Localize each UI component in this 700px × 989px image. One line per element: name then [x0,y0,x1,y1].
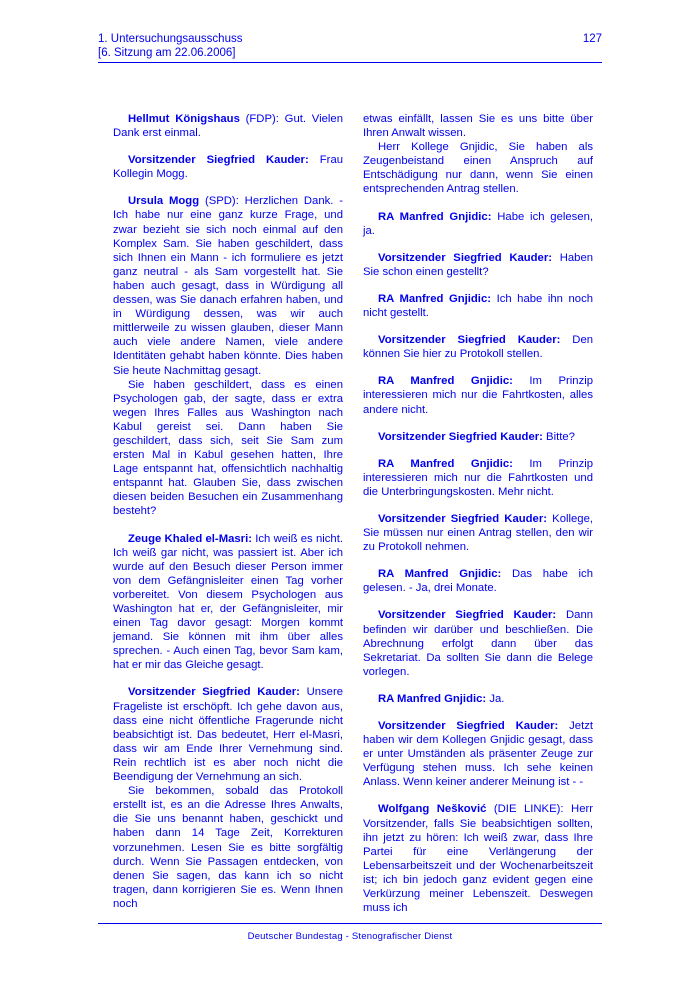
page-number: 127 [582,33,602,45]
speaker-name: Vorsitzender Siegfried Kauder: [378,512,547,525]
paragraph-text: Haben Sie schon einen gestellt? [363,251,594,278]
speaker-party: (FDP): [239,113,285,125]
committee-name: 1. Untersuchungsausschuss [98,33,243,45]
speaker-name: Vorsitzender Siegfried Kauder: [128,686,300,699]
paragraph [363,374,593,416]
speaker-name: Vorsitzender Siegfried Kauder: [378,251,553,264]
speaker-party [556,609,566,621]
speaker-name: Vorsitzender Siegfried Kauder: [378,430,543,443]
paragraph-text: Gut. Vielen Dank erst einmal. [113,113,343,140]
paragraph-text: Ich weiß es nicht. Ich weiß gar nicht, was passiert ist. Aber ich wurde auf den Besuch dieser Person immer von dem Gefängnisleiter einen Tag vorher vorbereitet. Von diesem Psychologen aus Washington hat er, der Gefängnisleiter, mir einen Tag davor gesagt: Morgen kommt jemand. Sie können mit ihm über alles sprechen. - Auch einen Tag, bevor Sam kam, hat er mir das Gleiche gesagt. [113,532,343,672]
speaker-name: RA Manfred Gnjidic: [378,457,513,470]
paragraph [363,719,593,789]
paragraph [363,140,593,196]
speaker-name: RA Manfred Gnjidic: [378,375,513,388]
paragraph-text: Bitte? [546,430,575,443]
paragraph-text: Dann befinden wir darüber und beschließen. Die Abrechnung erfolgt dann über das Sekretariat. Da sollten Sie dann die Belege vorlegen. [363,609,594,678]
right-column [363,112,593,915]
paragraph-text: Herzlichen Dank. - Ich habe nur eine ganz kurze Frage, und zwar bezieht sie sich noch einmal auf den Komplex Sam. Sie haben geschildert, dass sich Ihnen ein Mann - ich formuliere es jetzt ganz neutral - als Sam vorgestellt hat. Sie haben auch gesagt, dass in Würdigung all dessen, was Sie danach erfahren haben, und in Würdigung dessen, was wir auch mittlerweile zu wissen glauben, dieser Mann auch viele andere Namen, viele andere Identitäten gehabt haben könnte. Dies haben Sie heute Nachmittag gesagt. [113,195,343,377]
session-info: [6. Sitzung am 22.06.2006] [98,47,236,59]
speaker-party [309,154,320,166]
header-left [98,32,242,60]
left-column [113,112,343,911]
speaker-party [552,252,560,264]
paragraph-text: Sie haben geschildert, dass es einen Psychologen gab, der sagte, dass er extra wegen Ihres Falles aus Washington nach Kabul gereist sei. Dann haben Sie geschildert, dass sich, seit Sie Sam zum ersten Mal in Kabul gesehen hatten, Ihre Lage entspannt hat, offensichtlich nachhaltig entspannt hat. Glauben Sie, dass zwischen diesen beiden Besuchen ein Zusammenhang besteht? [113,378,343,518]
speaker-name: RA Manfred Gnjidic: [378,692,487,705]
speaker-party [513,458,530,470]
speaker-name: Hellmut Königshaus [128,113,240,125]
speaker-party [501,568,512,580]
paragraph [363,802,593,915]
paragraph [113,784,343,911]
footer-text: Deutscher Bundestag - Stenografischer Dienst [247,931,453,942]
paragraph [363,112,593,140]
paragraph [113,378,343,519]
paragraph-text: Jetzt haben wir dem Kollegen Gnjidic gesagt, dass er unter Umständen als präsenter Zeuge zur Verfügung stehen muss. Ich sehe keinen Anlass. Wenn keiner anderer Meinung ist - - [363,720,593,789]
speaker-name: Vorsitzender Siegfried Kauder: [378,334,561,347]
paragraph [113,153,343,181]
paragraph [363,430,593,444]
speaker-name: Ursula Mogg [128,195,200,208]
paragraph-text: Im Prinzip interessieren mich nur die Fahrtkosten, alles andere nicht. [363,375,594,416]
paragraph [363,292,593,320]
paragraph-text: Habe ich gelesen, ja. [363,210,594,237]
speaker-name: Vorsitzender Siegfried Kauder: [378,609,557,622]
paragraph-text: Herr Vorsitzender, falls Sie beabsichtigen sollten, ihn jetzt zu hören: Ich weiß zwar, dass Ihre Partei für eine Verlängerung der Lebensarbeitszeit und der Wochenarbeitszeit ist; ich bin jedoch ganz evident gegen eine Verkürzung meiner Lebenszeit. Deswegen muss ich [363,803,594,915]
paragraph [113,532,343,673]
speaker-name: Wolfgang Nešković [378,803,487,816]
speaker-party: (SPD): [199,195,245,208]
speaker-name: Vorsitzender Siegfried Kauder: [128,154,309,167]
page-header [98,32,602,60]
paragraph [113,685,343,784]
speaker-party [300,686,307,698]
speaker-name: RA Manfred Gnjidic: [378,210,492,223]
speaker-name: Vorsitzender Siegfried Kauder: [378,720,559,732]
paragraph-text: Den können Sie hier zu Protokoll stellen. [363,334,594,361]
paragraph-text: Sie bekommen, sobald das Protokoll erstellt ist, es an die Adresse Ihres Anwalts, die Sie uns benannt haben, geschickt und haben dann 14 Tage Zeit, Korrekturen vorzunehmen. Lesen Sie es bitte sorgfältig durch. Wenn Sie Passagen entdecken, von denen Sie sagen, das kann ich so nicht tragen, dann korrigieren Sie es. Wenn Ihnen noch [113,785,343,910]
speaker-name: RA Manfred Gnjidic: [378,568,502,581]
paragraph [113,112,343,140]
footer-rule [98,923,602,924]
speaker-name: RA Manfred Gnjidic: [378,292,491,305]
paragraph [363,512,593,554]
paragraph [363,333,593,361]
page-footer [98,931,602,942]
paragraph-text: Kollege, Sie müssen nur einen Antrag stellen, den wir zu Protokoll nehmen. [363,512,593,554]
paragraph [363,692,593,706]
paragraph-text: Im Prinzip interessieren mich nur die Fahrtkosten und die Unterbringungskosten. Mehr nicht. [363,457,594,498]
paragraph [363,210,593,238]
speaker-party [560,334,572,346]
paragraph-text: etwas einfällt, lassen Sie es uns bitte über Ihren Anwalt wissen. [363,113,593,140]
speaker-party [558,720,569,732]
paragraph [363,567,593,595]
paragraph [363,457,593,499]
paragraph-text: Frau Kollegin Mogg. [113,154,344,181]
paragraph-text: Herr Kollege Gnjidic, Sie haben als Zeugenbeistand einen Anspruch auf Entschädigung nur dann, wenn Sie einen entsprechenden Antrag stellen. [363,141,593,196]
paragraph-text: Unsere Frageliste ist erschöpft. Ich gehe davon aus, dass eine nicht öffentliche Fragerunde nicht beabsichtigt ist. Das bedeutet, Herr el-Masri, dass wir am Ende Ihrer Vernehmung sind. Rein rechtlich ist es aber noch nicht die Beendigung der Vernehmung an sich. [113,686,343,784]
paragraph-text: Das habe ich gelesen. - Ja, drei Monate. [363,568,593,595]
header-rule [98,62,602,63]
paragraph-text: Ich habe ihn noch nicht gestellt. [363,292,593,320]
paragraph [363,251,593,279]
speaker-name: Zeuge Khaled el-Masri: [128,532,252,545]
paragraph [363,608,593,678]
paragraph [113,194,343,377]
paragraph-text: Ja. [489,692,505,705]
speaker-party [513,375,530,387]
speaker-party: (DIE LINKE): [486,803,572,816]
